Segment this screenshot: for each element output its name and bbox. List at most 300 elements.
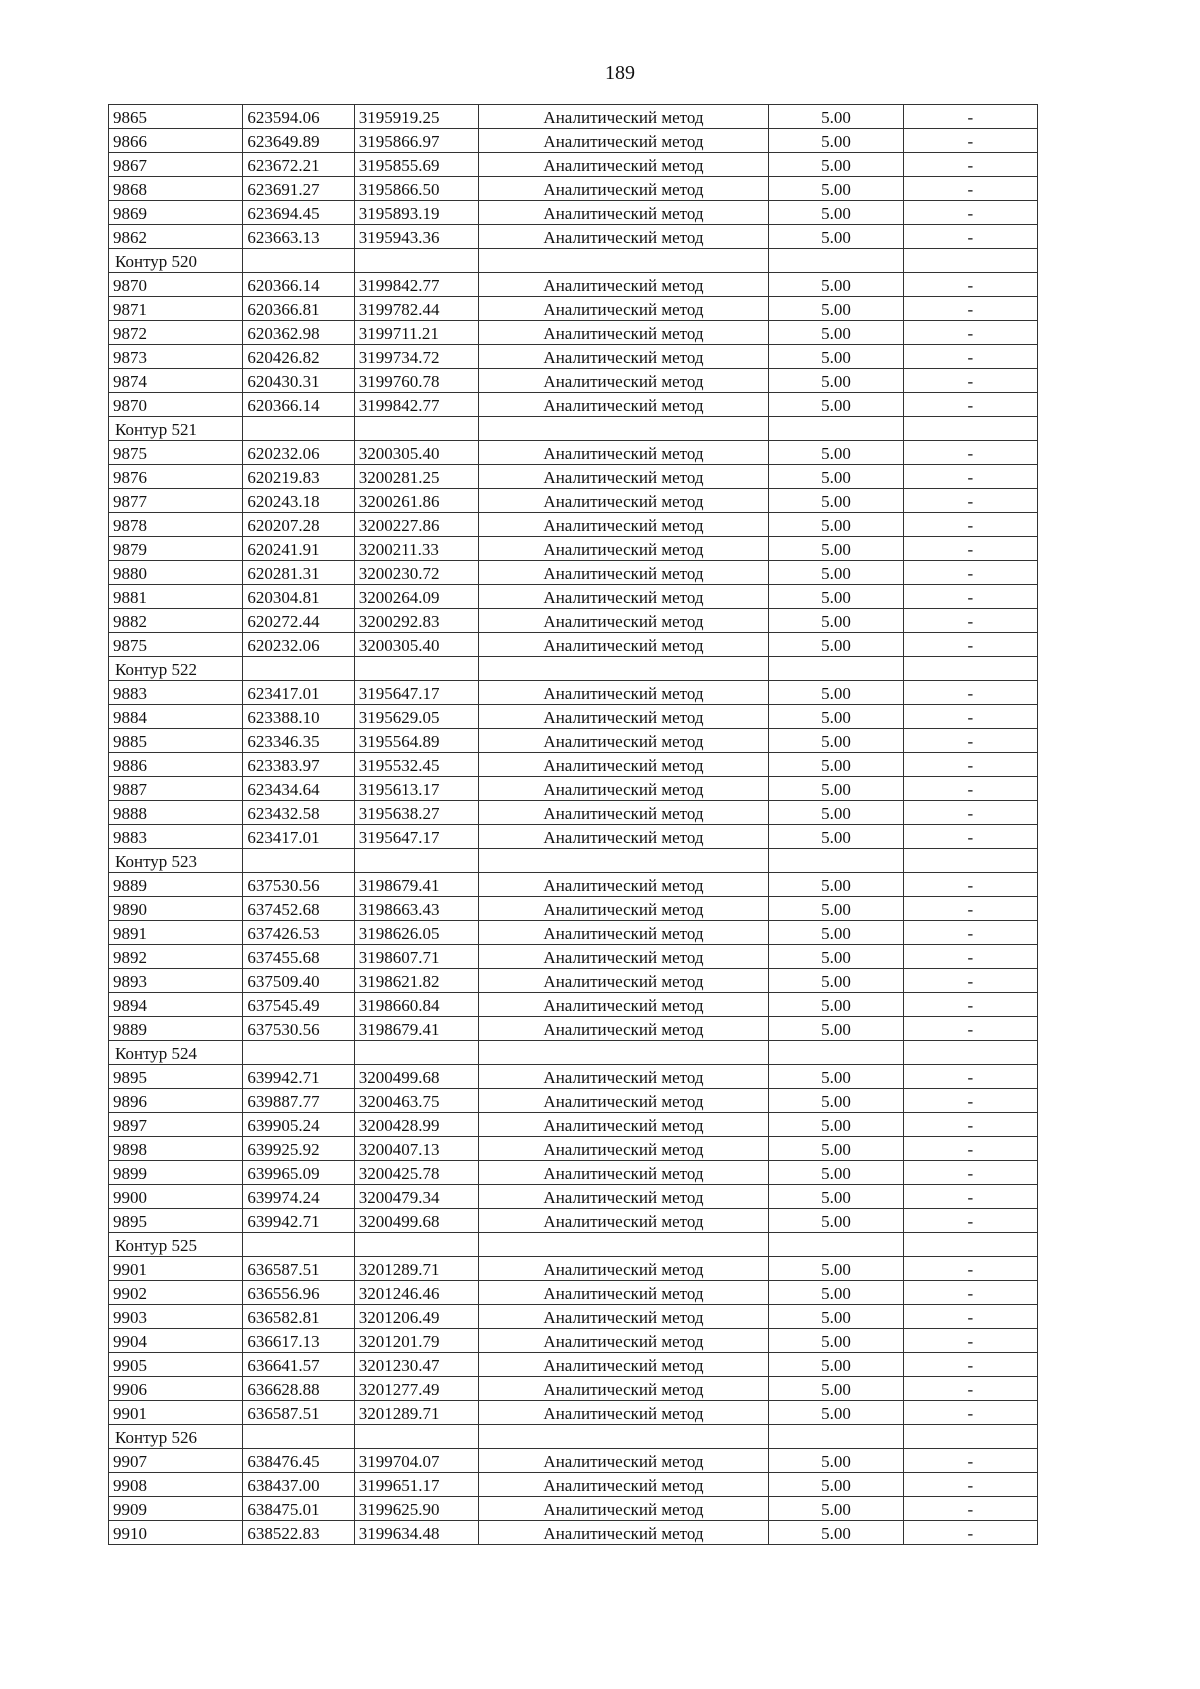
accuracy-cell: 5.00 — [769, 1401, 903, 1425]
x-coordinate-cell: 637452.68 — [243, 897, 354, 921]
method-cell: Аналитический метод — [478, 1017, 769, 1041]
accuracy-cell: 5.00 — [769, 1497, 903, 1521]
note-cell: - — [903, 921, 1037, 945]
y-coordinate-cell: 3200292.83 — [354, 609, 478, 633]
point-cell: 9892 — [109, 945, 243, 969]
note-cell: - — [903, 873, 1037, 897]
point-cell: Контур 522 — [109, 657, 243, 681]
accuracy-cell: 5.00 — [769, 129, 903, 153]
accuracy-cell: 5.00 — [769, 1473, 903, 1497]
note-cell: - — [903, 1449, 1037, 1473]
point-cell: 9882 — [109, 609, 243, 633]
table-row — [109, 321, 1038, 345]
method-cell: Аналитический метод — [478, 1089, 769, 1113]
accuracy-cell: 5.00 — [769, 1209, 903, 1233]
x-coordinate-cell: 636587.51 — [243, 1401, 354, 1425]
note-cell: - — [903, 441, 1037, 465]
point-cell: 9893 — [109, 969, 243, 993]
point-cell: 9876 — [109, 465, 243, 489]
y-coordinate-cell: 3200264.09 — [354, 585, 478, 609]
note-cell: - — [903, 225, 1037, 249]
y-coordinate-cell — [354, 1425, 478, 1449]
point-cell: Контур 524 — [109, 1041, 243, 1065]
accuracy-cell: 5.00 — [769, 105, 903, 129]
accuracy-cell: 5.00 — [769, 753, 903, 777]
y-coordinate-cell: 3199711.21 — [354, 321, 478, 345]
method-cell: Аналитический метод — [478, 945, 769, 969]
point-cell: 9897 — [109, 1113, 243, 1137]
x-coordinate-cell: 637509.40 — [243, 969, 354, 993]
accuracy-cell — [769, 657, 903, 681]
note-cell — [903, 1041, 1037, 1065]
y-coordinate-cell: 3199651.17 — [354, 1473, 478, 1497]
method-cell: Аналитический метод — [478, 105, 769, 129]
y-coordinate-cell: 3200261.86 — [354, 489, 478, 513]
point-cell: 9869 — [109, 201, 243, 225]
note-cell: - — [903, 129, 1037, 153]
x-coordinate-cell: 620243.18 — [243, 489, 354, 513]
x-coordinate-cell: 620232.06 — [243, 633, 354, 657]
x-coordinate-cell: 636587.51 — [243, 1257, 354, 1281]
x-coordinate-cell: 620366.14 — [243, 273, 354, 297]
accuracy-cell: 5.00 — [769, 825, 903, 849]
accuracy-cell: 5.00 — [769, 897, 903, 921]
x-coordinate-cell: 623672.21 — [243, 153, 354, 177]
point-cell: 9871 — [109, 297, 243, 321]
note-cell: - — [903, 561, 1037, 585]
x-coordinate-cell: 636617.13 — [243, 1329, 354, 1353]
table-row — [109, 1185, 1038, 1209]
accuracy-cell: 5.00 — [769, 393, 903, 417]
point-cell: 9879 — [109, 537, 243, 561]
table-row — [109, 201, 1038, 225]
note-cell: - — [903, 1377, 1037, 1401]
point-cell: 9881 — [109, 585, 243, 609]
note-cell: - — [903, 1329, 1037, 1353]
x-coordinate-cell: 637530.56 — [243, 1017, 354, 1041]
point-cell: 9875 — [109, 633, 243, 657]
note-cell: - — [903, 1017, 1037, 1041]
method-cell: Аналитический метод — [478, 129, 769, 153]
method-cell: Аналитический метод — [478, 897, 769, 921]
accuracy-cell: 5.00 — [769, 513, 903, 537]
note-cell: - — [903, 1257, 1037, 1281]
table-row — [109, 465, 1038, 489]
accuracy-cell: 5.00 — [769, 1449, 903, 1473]
note-cell: - — [903, 1305, 1037, 1329]
table-row — [109, 1161, 1038, 1185]
accuracy-cell: 5.00 — [769, 537, 903, 561]
y-coordinate-cell — [354, 249, 478, 273]
y-coordinate-cell: 3199704.07 — [354, 1449, 478, 1473]
y-coordinate-cell: 3198621.82 — [354, 969, 478, 993]
accuracy-cell: 5.00 — [769, 273, 903, 297]
note-cell: - — [903, 1473, 1037, 1497]
contour-header-row — [109, 249, 1038, 273]
note-cell: - — [903, 969, 1037, 993]
accuracy-cell: 5.00 — [769, 1281, 903, 1305]
note-cell: - — [903, 993, 1037, 1017]
x-coordinate-cell — [243, 1425, 354, 1449]
x-coordinate-cell: 639974.24 — [243, 1185, 354, 1209]
x-coordinate-cell: 620362.98 — [243, 321, 354, 345]
x-coordinate-cell — [243, 1041, 354, 1065]
table-row — [109, 1401, 1038, 1425]
x-coordinate-cell — [243, 849, 354, 873]
point-cell: 9894 — [109, 993, 243, 1017]
table-row — [109, 1521, 1038, 1545]
x-coordinate-cell — [243, 657, 354, 681]
y-coordinate-cell: 3195866.97 — [354, 129, 478, 153]
point-cell: 9898 — [109, 1137, 243, 1161]
x-coordinate-cell: 620304.81 — [243, 585, 354, 609]
table-row — [109, 993, 1038, 1017]
method-cell: Аналитический метод — [478, 681, 769, 705]
point-cell: 9867 — [109, 153, 243, 177]
note-cell: - — [903, 297, 1037, 321]
accuracy-cell: 5.00 — [769, 633, 903, 657]
method-cell: Аналитический метод — [478, 1137, 769, 1161]
y-coordinate-cell — [354, 657, 478, 681]
x-coordinate-cell: 620272.44 — [243, 609, 354, 633]
contour-header-row — [109, 657, 1038, 681]
x-coordinate-cell: 636641.57 — [243, 1353, 354, 1377]
point-cell: 9884 — [109, 705, 243, 729]
accuracy-cell: 5.00 — [769, 1377, 903, 1401]
point-cell: 9875 — [109, 441, 243, 465]
note-cell: - — [903, 345, 1037, 369]
x-coordinate-cell: 639905.24 — [243, 1113, 354, 1137]
method-cell — [478, 1041, 769, 1065]
point-cell: 9902 — [109, 1281, 243, 1305]
page-number: 189 — [605, 62, 635, 84]
x-coordinate-cell: 623694.45 — [243, 201, 354, 225]
y-coordinate-cell: 3200425.78 — [354, 1161, 478, 1185]
method-cell: Аналитический метод — [478, 393, 769, 417]
method-cell: Аналитический метод — [478, 729, 769, 753]
method-cell: Аналитический метод — [478, 1449, 769, 1473]
note-cell: - — [903, 1497, 1037, 1521]
note-cell — [903, 657, 1037, 681]
accuracy-cell: 5.00 — [769, 345, 903, 369]
x-coordinate-cell: 623388.10 — [243, 705, 354, 729]
y-coordinate-cell — [354, 1233, 478, 1257]
y-coordinate-cell: 3199782.44 — [354, 297, 478, 321]
accuracy-cell: 5.00 — [769, 153, 903, 177]
note-cell — [903, 1233, 1037, 1257]
note-cell: - — [903, 1353, 1037, 1377]
method-cell: Аналитический метод — [478, 1161, 769, 1185]
point-cell: 9873 — [109, 345, 243, 369]
table-row — [109, 681, 1038, 705]
accuracy-cell: 5.00 — [769, 801, 903, 825]
note-cell: - — [903, 681, 1037, 705]
y-coordinate-cell: 3195613.17 — [354, 777, 478, 801]
note-cell: - — [903, 825, 1037, 849]
accuracy-cell: 5.00 — [769, 609, 903, 633]
point-cell: 9904 — [109, 1329, 243, 1353]
note-cell: - — [903, 1089, 1037, 1113]
table-row — [109, 129, 1038, 153]
accuracy-cell: 5.00 — [769, 177, 903, 201]
point-cell: 9896 — [109, 1089, 243, 1113]
note-cell — [903, 849, 1037, 873]
y-coordinate-cell: 3199634.48 — [354, 1521, 478, 1545]
table-row — [109, 1449, 1038, 1473]
x-coordinate-cell: 639887.77 — [243, 1089, 354, 1113]
x-coordinate-cell: 623383.97 — [243, 753, 354, 777]
note-cell: - — [903, 1521, 1037, 1545]
note-cell: - — [903, 897, 1037, 921]
y-coordinate-cell: 3200479.34 — [354, 1185, 478, 1209]
method-cell — [478, 849, 769, 873]
accuracy-cell: 5.00 — [769, 297, 903, 321]
note-cell: - — [903, 201, 1037, 225]
table-row — [109, 1281, 1038, 1305]
table-row — [109, 585, 1038, 609]
note-cell: - — [903, 1185, 1037, 1209]
table-row — [109, 1305, 1038, 1329]
point-cell: 9909 — [109, 1497, 243, 1521]
y-coordinate-cell: 3201230.47 — [354, 1353, 478, 1377]
y-coordinate-cell: 3200281.25 — [354, 465, 478, 489]
accuracy-cell: 5.00 — [769, 1089, 903, 1113]
y-coordinate-cell: 3195855.69 — [354, 153, 478, 177]
accuracy-cell: 5.00 — [769, 1137, 903, 1161]
x-coordinate-cell: 620232.06 — [243, 441, 354, 465]
method-cell: Аналитический метод — [478, 561, 769, 585]
table-row — [109, 1113, 1038, 1137]
note-cell: - — [903, 705, 1037, 729]
table-row — [109, 105, 1038, 129]
method-cell: Аналитический метод — [478, 537, 769, 561]
point-cell: Контур 521 — [109, 417, 243, 441]
x-coordinate-cell: 623663.13 — [243, 225, 354, 249]
method-cell: Аналитический метод — [478, 1305, 769, 1329]
note-cell: - — [903, 1065, 1037, 1089]
method-cell — [478, 249, 769, 273]
x-coordinate-cell: 623417.01 — [243, 681, 354, 705]
contour-header-row — [109, 1041, 1038, 1065]
x-coordinate-cell: 620281.31 — [243, 561, 354, 585]
note-cell: - — [903, 369, 1037, 393]
method-cell: Аналитический метод — [478, 1497, 769, 1521]
x-coordinate-cell: 637455.68 — [243, 945, 354, 969]
method-cell: Аналитический метод — [478, 1329, 769, 1353]
point-cell: 9891 — [109, 921, 243, 945]
y-coordinate-cell: 3195629.05 — [354, 705, 478, 729]
table-row — [109, 945, 1038, 969]
note-cell: - — [903, 1401, 1037, 1425]
accuracy-cell: 5.00 — [769, 921, 903, 945]
y-coordinate-cell: 3195943.36 — [354, 225, 478, 249]
method-cell: Аналитический метод — [478, 777, 769, 801]
note-cell: - — [903, 633, 1037, 657]
note-cell: - — [903, 321, 1037, 345]
method-cell: Аналитический метод — [478, 273, 769, 297]
y-coordinate-cell: 3195564.89 — [354, 729, 478, 753]
table-row — [109, 897, 1038, 921]
y-coordinate-cell: 3195647.17 — [354, 825, 478, 849]
table-row — [109, 153, 1038, 177]
note-cell — [903, 417, 1037, 441]
table-row — [109, 1353, 1038, 1377]
accuracy-cell: 5.00 — [769, 1161, 903, 1185]
accuracy-cell: 5.00 — [769, 681, 903, 705]
point-cell: 9890 — [109, 897, 243, 921]
x-coordinate-cell: 638437.00 — [243, 1473, 354, 1497]
y-coordinate-cell: 3200305.40 — [354, 441, 478, 465]
y-coordinate-cell: 3201246.46 — [354, 1281, 478, 1305]
table-row — [109, 633, 1038, 657]
note-cell: - — [903, 105, 1037, 129]
method-cell: Аналитический метод — [478, 921, 769, 945]
table-row — [109, 1497, 1038, 1521]
accuracy-cell — [769, 1041, 903, 1065]
note-cell: - — [903, 609, 1037, 633]
y-coordinate-cell: 3201206.49 — [354, 1305, 478, 1329]
table-row — [109, 1065, 1038, 1089]
x-coordinate-cell: 620207.28 — [243, 513, 354, 537]
point-cell: 9883 — [109, 825, 243, 849]
accuracy-cell: 5.00 — [769, 1185, 903, 1209]
point-cell: 9880 — [109, 561, 243, 585]
x-coordinate-cell: 620219.83 — [243, 465, 354, 489]
accuracy-cell: 5.00 — [769, 441, 903, 465]
y-coordinate-cell: 3200499.68 — [354, 1209, 478, 1233]
x-coordinate-cell: 637530.56 — [243, 873, 354, 897]
x-coordinate-cell: 620241.91 — [243, 537, 354, 561]
method-cell: Аналитический метод — [478, 1113, 769, 1137]
accuracy-cell: 5.00 — [769, 1353, 903, 1377]
accuracy-cell — [769, 1425, 903, 1449]
accuracy-cell: 5.00 — [769, 969, 903, 993]
x-coordinate-cell: 623434.64 — [243, 777, 354, 801]
table-row — [109, 297, 1038, 321]
method-cell: Аналитический метод — [478, 801, 769, 825]
point-cell: 9874 — [109, 369, 243, 393]
method-cell: Аналитический метод — [478, 513, 769, 537]
method-cell: Аналитический метод — [478, 201, 769, 225]
note-cell: - — [903, 393, 1037, 417]
point-cell: Контур 526 — [109, 1425, 243, 1449]
y-coordinate-cell: 3200428.99 — [354, 1113, 478, 1137]
accuracy-cell: 5.00 — [769, 489, 903, 513]
note-cell: - — [903, 753, 1037, 777]
note-cell: - — [903, 153, 1037, 177]
point-cell: 9895 — [109, 1065, 243, 1089]
y-coordinate-cell: 3198660.84 — [354, 993, 478, 1017]
accuracy-cell: 5.00 — [769, 561, 903, 585]
contour-header-row — [109, 1425, 1038, 1449]
point-cell: 9865 — [109, 105, 243, 129]
table-row — [109, 969, 1038, 993]
accuracy-cell: 5.00 — [769, 369, 903, 393]
note-cell — [903, 1425, 1037, 1449]
note-cell: - — [903, 177, 1037, 201]
accuracy-cell: 5.00 — [769, 1257, 903, 1281]
coordinates-table-body — [109, 105, 1038, 1545]
y-coordinate-cell: 3199625.90 — [354, 1497, 478, 1521]
point-cell: 9866 — [109, 129, 243, 153]
table-row — [109, 729, 1038, 753]
method-cell: Аналитический метод — [478, 321, 769, 345]
method-cell: Аналитический метод — [478, 825, 769, 849]
y-coordinate-cell — [354, 849, 478, 873]
table-row — [109, 921, 1038, 945]
accuracy-cell: 5.00 — [769, 777, 903, 801]
method-cell: Аналитический метод — [478, 1353, 769, 1377]
method-cell: Аналитический метод — [478, 585, 769, 609]
accuracy-cell: 5.00 — [769, 465, 903, 489]
method-cell — [478, 417, 769, 441]
point-cell: 9895 — [109, 1209, 243, 1233]
accuracy-cell: 5.00 — [769, 1113, 903, 1137]
method-cell: Аналитический метод — [478, 1209, 769, 1233]
point-cell: 9901 — [109, 1401, 243, 1425]
y-coordinate-cell: 3200407.13 — [354, 1137, 478, 1161]
method-cell: Аналитический метод — [478, 465, 769, 489]
x-coordinate-cell: 623691.27 — [243, 177, 354, 201]
note-cell: - — [903, 1161, 1037, 1185]
table-row — [109, 873, 1038, 897]
y-coordinate-cell: 3201201.79 — [354, 1329, 478, 1353]
x-coordinate-cell — [243, 249, 354, 273]
table-row — [109, 513, 1038, 537]
method-cell: Аналитический метод — [478, 1377, 769, 1401]
note-cell: - — [903, 1113, 1037, 1137]
y-coordinate-cell — [354, 417, 478, 441]
table-row — [109, 489, 1038, 513]
note-cell: - — [903, 729, 1037, 753]
method-cell: Аналитический метод — [478, 297, 769, 321]
point-cell: 9886 — [109, 753, 243, 777]
y-coordinate-cell: 3195866.50 — [354, 177, 478, 201]
y-coordinate-cell: 3200463.75 — [354, 1089, 478, 1113]
contour-header-row — [109, 1233, 1038, 1257]
method-cell: Аналитический метод — [478, 1401, 769, 1425]
accuracy-cell: 5.00 — [769, 1521, 903, 1545]
table-row — [109, 225, 1038, 249]
y-coordinate-cell — [354, 1041, 478, 1065]
x-coordinate-cell: 636556.96 — [243, 1281, 354, 1305]
accuracy-cell: 5.00 — [769, 993, 903, 1017]
table-row — [109, 1089, 1038, 1113]
method-cell: Аналитический метод — [478, 969, 769, 993]
accuracy-cell — [769, 849, 903, 873]
accuracy-cell — [769, 417, 903, 441]
x-coordinate-cell: 639942.71 — [243, 1209, 354, 1233]
table-row — [109, 1257, 1038, 1281]
table-row — [109, 561, 1038, 585]
accuracy-cell: 5.00 — [769, 1065, 903, 1089]
point-cell: 9870 — [109, 393, 243, 417]
point-cell: 9862 — [109, 225, 243, 249]
method-cell: Аналитический метод — [478, 1257, 769, 1281]
accuracy-cell — [769, 1233, 903, 1257]
accuracy-cell: 5.00 — [769, 873, 903, 897]
note-cell: - — [903, 273, 1037, 297]
accuracy-cell: 5.00 — [769, 321, 903, 345]
note-cell: - — [903, 1137, 1037, 1161]
point-cell: 9883 — [109, 681, 243, 705]
table-row — [109, 609, 1038, 633]
method-cell: Аналитический метод — [478, 705, 769, 729]
y-coordinate-cell: 3199842.77 — [354, 393, 478, 417]
table-row — [109, 369, 1038, 393]
method-cell: Аналитический метод — [478, 345, 769, 369]
contour-header-row — [109, 849, 1038, 873]
